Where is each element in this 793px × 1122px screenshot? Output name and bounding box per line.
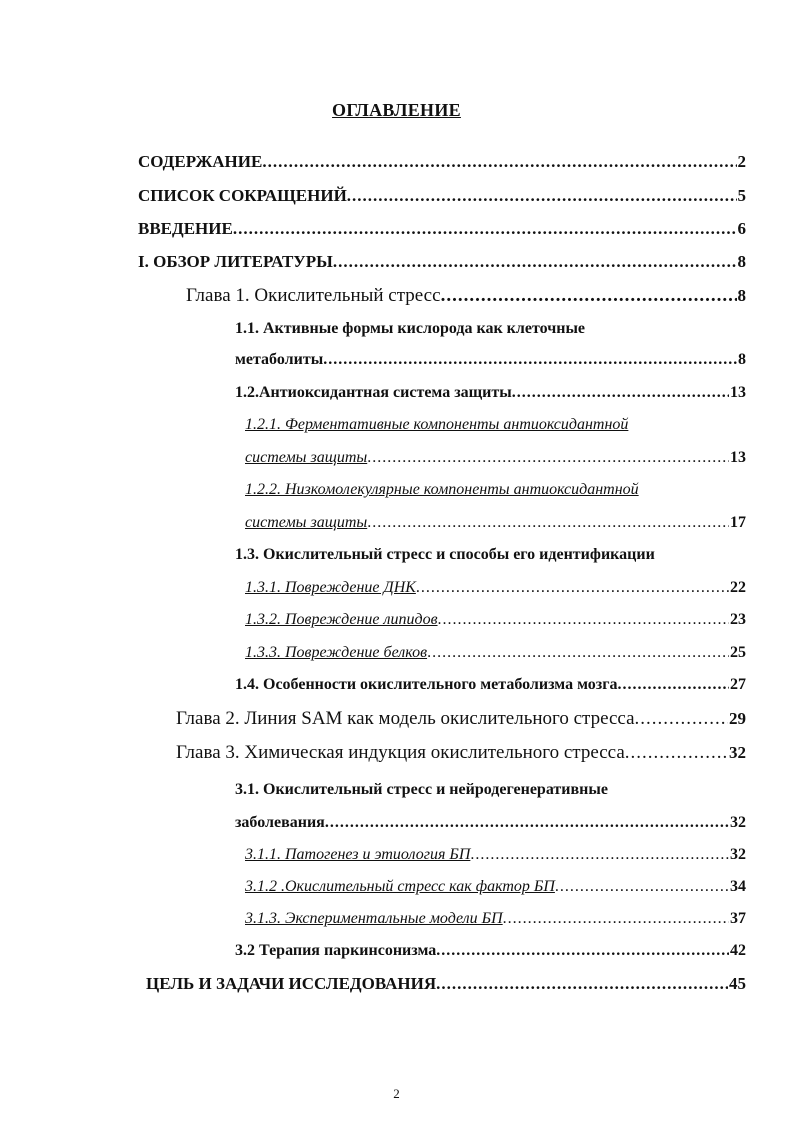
toc-entry[interactable]: [138, 252, 746, 282]
toc-entry-text: 1.1. Активные формы кислорода как клеточные: [235, 320, 586, 337]
toc-entry-page: 8: [737, 252, 746, 271]
toc-entry[interactable]: [235, 781, 746, 811]
toc-entry[interactable]: [235, 351, 746, 381]
toc-entry-text: заболевания: [235, 814, 325, 831]
toc-entry-text: 3.1.3. Экспериментальные модели БП: [245, 910, 503, 927]
toc-entry-text: 3.1.2 .Окислительный стресс как фактор БП: [245, 878, 555, 895]
toc-entry-text: 3.1. Окислительный стресс и нейродегенеративные: [235, 781, 608, 798]
toc-entry-text: метаболиты: [235, 351, 324, 368]
toc-entry[interactable]: [245, 910, 746, 940]
toc-entry[interactable]: [245, 481, 746, 511]
toc-entry[interactable]: [138, 186, 746, 216]
toc-entry-page: 8: [738, 351, 746, 368]
toc-entry[interactable]: [176, 742, 746, 772]
toc-entry-page: 32: [729, 743, 746, 762]
toc-entry[interactable]: [138, 219, 746, 249]
toc-entry-text: 1.4. Особенности окислительного метаболизма мозга: [235, 676, 618, 693]
toc-entry-text: системы защиты: [245, 449, 368, 466]
toc-entry-page: 27: [730, 676, 746, 693]
page-title: ОГЛАВЛЕНИЕ: [332, 100, 461, 120]
toc-entry-page: 32: [730, 814, 746, 831]
toc-entry-text: 1.2.Антиоксидантная система защиты: [235, 384, 512, 401]
toc-entry-page: 29: [729, 709, 746, 728]
toc-entry-page: 34: [730, 878, 746, 895]
toc-entry-text: ВВЕДЕНИЕ: [138, 219, 233, 238]
toc-entry-page: 2: [737, 152, 746, 171]
toc-entry-text: 1.3.2. Повреждение липидов: [245, 611, 438, 628]
toc-entry[interactable]: [235, 814, 746, 844]
toc-entry-page: 8: [737, 286, 746, 305]
toc-entry-text: ЦЕЛЬ И ЗАДАЧИ ИССЛЕДОВАНИЯ: [146, 974, 437, 993]
toc-entry-text: Глава 3. Химическая индукция окислительного стресса: [176, 742, 625, 763]
toc-entry[interactable]: [235, 676, 746, 706]
toc-entry-page: 37: [730, 910, 746, 927]
toc-entry[interactable]: [235, 942, 746, 972]
toc-entry-text: 1.2.2. Низкомолекулярные компоненты антиоксидантной: [245, 481, 639, 498]
toc-entry[interactable]: [245, 611, 746, 641]
toc-entry-text: 1.3. Окислительный стресс и способы его идентификации: [235, 546, 655, 563]
toc-entry-text: 1.3.3. Повреждение белков: [245, 644, 428, 661]
toc-entry-text: 3.2 Терапия паркинсонизма: [235, 942, 437, 959]
toc-entry[interactable]: [146, 974, 746, 1004]
toc-entry-text: Глава 2. Линия SAM как модель окислительного стресса: [176, 708, 635, 729]
toc-entry-page: 17: [730, 514, 746, 531]
toc-entry[interactable]: [138, 152, 746, 182]
toc-entry-page: 25: [730, 644, 746, 661]
toc-entry-text: I. ОБЗОР ЛИТЕРАТУРЫ: [138, 252, 333, 271]
toc-entry[interactable]: [245, 846, 746, 876]
toc-entry[interactable]: [235, 546, 746, 576]
toc-entry-page: 32: [730, 846, 746, 863]
toc-entry-text: 1.2.1. Ферментативные компоненты антиоксидантной: [245, 416, 629, 433]
toc-entry-page: 6: [737, 219, 746, 238]
toc-entry-page: 22: [730, 579, 746, 596]
toc-entry-text: СОДЕРЖАНИЕ: [138, 152, 263, 171]
toc-entry-page: 45: [729, 974, 746, 993]
toc-entry[interactable]: [235, 320, 746, 350]
toc-entry-page: 13: [730, 449, 746, 466]
toc-entry[interactable]: [245, 449, 746, 479]
toc-entry-text: 1.3.1. Повреждение ДНК: [245, 579, 416, 596]
toc-entry[interactable]: [235, 384, 746, 414]
toc-entry[interactable]: [245, 416, 746, 446]
toc-entry-text: СПИСОК СОКРАЩЕНИЙ: [138, 186, 347, 205]
toc-entry-text: Глава 1. Окислительный стресс: [186, 285, 441, 306]
toc-entry-page: 13: [730, 384, 746, 401]
toc-entry-page: 23: [730, 611, 746, 628]
toc-entry-page: 42: [730, 942, 746, 959]
toc-entry-text: 3.1.1. Патогенез и этиология БП: [245, 846, 471, 863]
toc-entry[interactable]: [186, 285, 746, 315]
toc-entry[interactable]: [245, 878, 746, 908]
toc-entry-page: 5: [737, 186, 746, 205]
toc-entry-text: системы защиты: [245, 514, 368, 531]
toc-entry[interactable]: [176, 708, 746, 738]
page-number: 2: [393, 1086, 400, 1101]
toc-entry[interactable]: [245, 579, 746, 609]
toc-entry[interactable]: [245, 514, 746, 544]
toc-entry[interactable]: [245, 644, 746, 674]
